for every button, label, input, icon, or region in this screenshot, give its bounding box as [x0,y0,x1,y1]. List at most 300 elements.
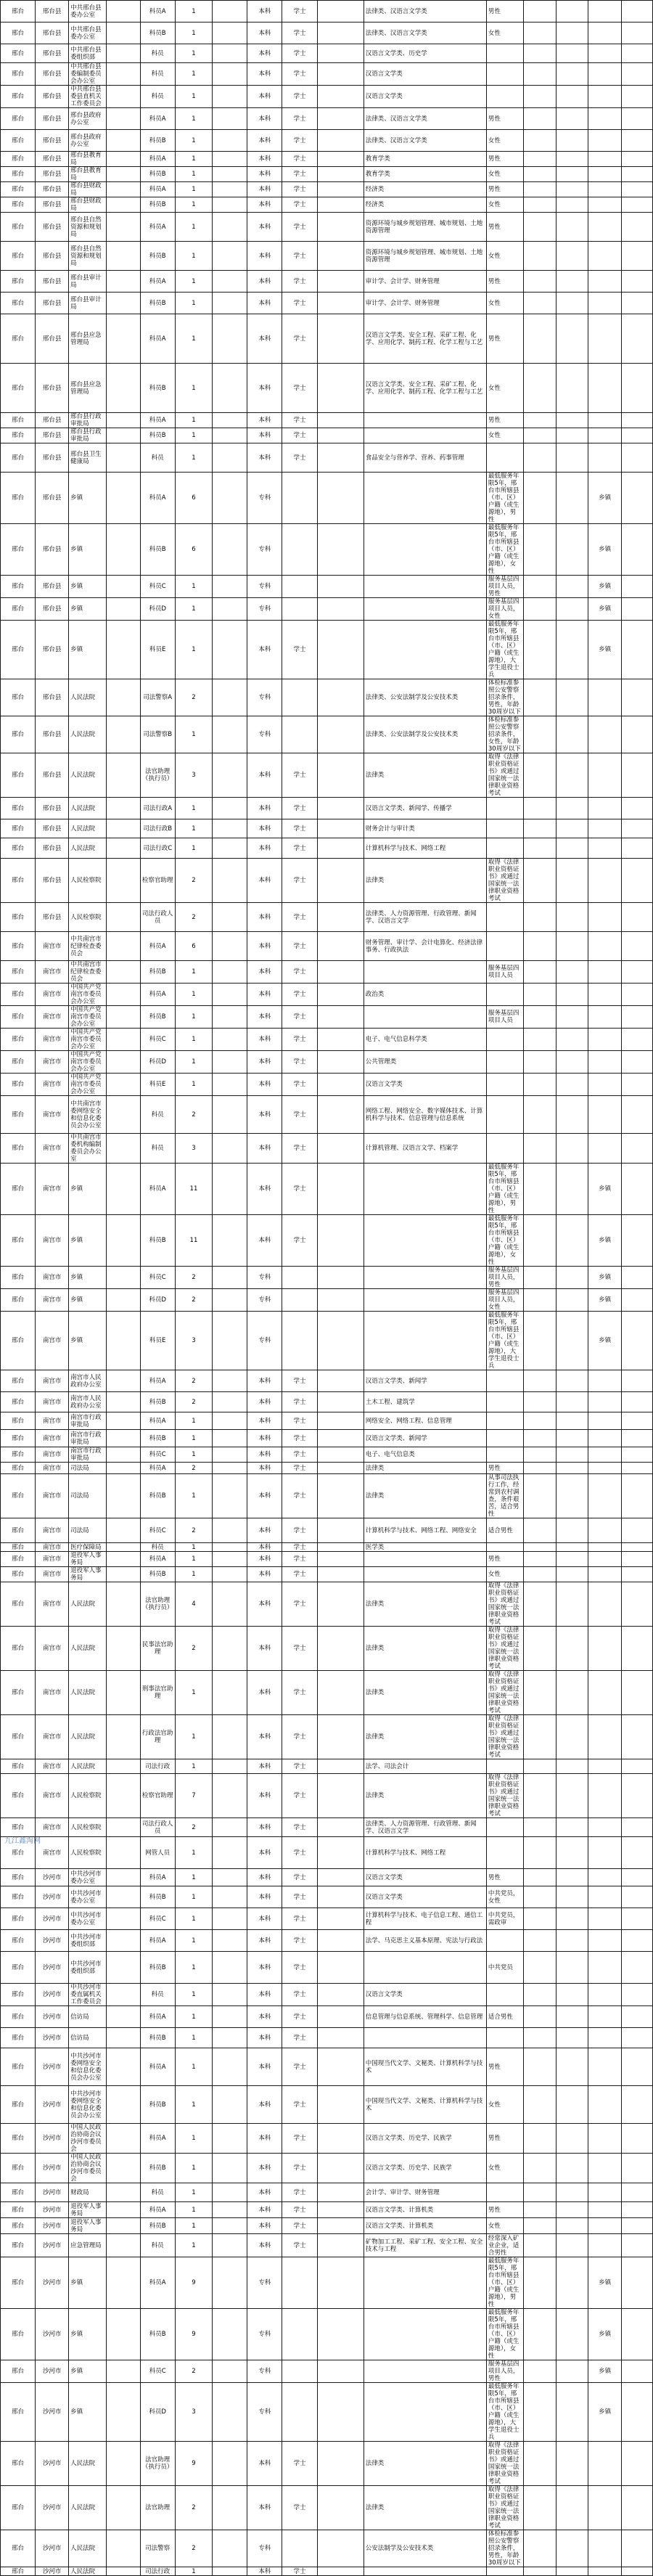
table-cell [106,152,140,167]
table-cell: 本科 [247,1543,282,1552]
table-cell: 本科 [247,413,282,428]
table-cell [524,2154,557,2183]
table-cell: 专科 [247,1267,282,1289]
table-cell [588,1908,622,1930]
table-cell [317,1412,364,1430]
table-cell: 南宫市 [36,1164,69,1215]
table-cell: 南宫市行政审批局 [69,1447,106,1463]
table-cell: 司法警察A [140,679,175,716]
table-row [1,984,653,1006]
table-cell: 科员D [140,1051,175,1074]
table-cell: 沙河市 [36,1908,69,1930]
table-cell: 科员A [140,152,175,167]
table-cell: 本科 [247,1051,282,1074]
table-row [1,1518,653,1543]
table-row [1,716,653,753]
table-cell: 科员B [140,2218,175,2234]
table-row [1,1,653,23]
table-cell: 中共沙河市委直属机关工作委员会 [69,1984,106,2006]
table-cell: 法官助理（执行员） [140,2442,175,2486]
table-cell [524,1952,557,1984]
table-cell: 2 [175,859,212,903]
table-cell: 3 [175,2383,212,2442]
table-cell [106,182,140,197]
table-cell: 科员B [140,1430,175,1447]
table-cell [364,1215,486,1267]
table-cell [364,473,486,524]
table-cell [622,2124,653,2154]
table-cell: 南宫市 [36,1029,69,1051]
table-cell [588,413,622,428]
table-cell [524,182,557,197]
table-cell [524,2486,557,2530]
table-cell [486,86,523,108]
table-cell [557,23,588,44]
table-cell: 南宫市 [36,932,69,961]
table-cell: 邢台 [1,1908,36,1930]
table-cell [557,621,588,679]
table-cell: 最低服务年限5年，邢台市所辖县（市、区）户籍（或生源地），女性 [486,524,523,576]
table-cell: 女性 [486,293,523,314]
table-cell [106,1818,140,1837]
table-cell [557,1215,588,1267]
table-cell: 本科 [247,903,282,932]
table-cell: 南宫市 [36,1215,69,1267]
table-cell: 1 [175,1412,212,1430]
table-cell: 科员C [140,1447,175,1463]
table-cell: 邢台 [1,182,36,197]
table-row [1,1051,653,1074]
table-cell: 法律类、汉语言文学类 [364,108,486,130]
table-cell: 1 [175,1952,212,1984]
table-cell: 2 [175,2530,212,2567]
table-cell: 南宫市人民政府办公室 [69,1392,106,1412]
table-cell: 邢台 [1,1215,36,1267]
table-cell: 邢台 [1,1463,36,1474]
table-cell [106,428,140,443]
table-cell: 科员B [140,130,175,152]
table-cell: 法律类 [364,2442,486,2486]
table-cell [524,1474,557,1518]
table-cell [557,1759,588,1774]
table-cell [524,1029,557,1051]
table-cell [282,576,317,598]
table-cell: 体检标准参照公安警察招录条件，男性，年龄30周岁以下 [486,2530,523,2567]
table-cell: 沙河市 [36,2028,69,2048]
table-cell [524,2183,557,2202]
table-cell: 南宫市 [36,1759,69,1774]
table-cell: 科员 [140,443,175,473]
table-cell [282,2530,317,2567]
table-cell: 科员E [140,1074,175,1096]
table-row [1,1134,653,1164]
table-row [1,798,653,819]
table-cell: 南宫市行政审批局 [69,1412,106,1430]
table-row [1,1430,653,1447]
table-cell: 科员A [140,1869,175,1886]
table-cell [486,1392,523,1412]
table-cell: 汉语言文学类、安全工程、采矿工程、化学、应用化学、制药工程、化学工程与工艺 [364,314,486,364]
table-cell: 汉语言文学类、计算机类 [364,2218,486,2234]
table-cell: 人民检察院 [69,1818,106,1837]
table-cell [317,621,364,679]
table-cell [213,1267,247,1289]
table-cell: 1 [175,413,212,428]
table-cell [317,1952,364,1984]
table-cell [557,1818,588,1837]
table-cell [557,2257,588,2309]
table-cell [282,1312,317,1370]
table-cell: 沙河市 [36,1984,69,2006]
table-cell: 本科 [247,2442,282,2486]
table-cell: 学士 [282,2234,317,2257]
table-cell: 沙河市 [36,2309,69,2360]
table-cell: 乡镇 [69,2383,106,2442]
table-cell: 科员A [140,2257,175,2309]
table-cell: 邢台 [1,984,36,1006]
table-cell [213,44,247,63]
table-cell: 南宫市 [36,1774,69,1818]
table-cell [486,2028,523,2048]
table-cell: 科员 [140,1134,175,1164]
table-cell: 邢台 [1,1006,36,1029]
table-cell: 1 [175,961,212,984]
table-cell [622,2383,653,2442]
table-row [1,819,653,838]
table-cell: 邢台县卫生健康局 [69,443,106,473]
table-cell [622,443,653,473]
table-cell [317,2257,364,2309]
table-cell [213,167,247,182]
table-cell: 科员 [140,1096,175,1134]
table-cell: 退役军人事务局 [69,2202,106,2218]
table-cell: 邢台 [1,524,36,576]
table-cell [282,1267,317,1289]
table-cell: 科员A [140,213,175,242]
table-cell [106,1930,140,1952]
table-cell: 法律类 [364,1671,486,1715]
table-cell [317,63,364,86]
table-cell [588,1759,622,1774]
table-cell: 1 [175,443,212,473]
table-cell [317,167,364,182]
table-cell [557,1567,588,1582]
table-cell: 2 [175,903,212,932]
table-cell: 南宫市 [36,961,69,984]
table-cell [557,1869,588,1886]
table-cell: 男性 [486,1552,523,1567]
table-cell [622,1215,653,1267]
table-cell: 邢台县 [36,524,69,576]
table-cell [524,130,557,152]
table-cell [213,2124,247,2154]
table-cell: 邢台县财政局 [69,197,106,213]
table-cell: 邢台县 [36,716,69,753]
table-cell: 邢台县 [36,838,69,859]
table-cell: 中共邢台县委组织部 [69,44,106,63]
table-cell: 中共沙河市委组织部 [69,1952,106,1984]
table-cell: 乡镇 [69,1215,106,1267]
table-cell: 邢台县 [36,903,69,932]
table-cell: 最低服务年限5年，邢台市所辖县（市、区）户籍（或生源地），女性 [486,2309,523,2360]
table-cell: 科员B [140,961,175,984]
table-cell [213,1886,247,1908]
table-cell [588,364,622,413]
table-cell: 专科 [247,473,282,524]
table-cell [557,524,588,576]
table-cell [317,1837,364,1869]
table-cell: 科员A [140,932,175,961]
table-cell: 中国共产党南宫市委员会办公室 [69,984,106,1006]
table-cell: 学士 [282,903,317,932]
table-cell [524,1430,557,1447]
table-cell: 本科 [247,1134,282,1164]
table-cell: 资源环境与城乡规划管理、城市规划、土地资源管理 [364,213,486,242]
table-cell [213,1837,247,1869]
table-cell: 邢台 [1,798,36,819]
table-row [1,1818,653,1837]
table-cell [622,1671,653,1715]
table-cell [317,1,364,23]
table-cell [213,1984,247,2006]
table-cell: 男性 [486,1463,523,1474]
table-cell [524,961,557,984]
table-cell [622,1,653,23]
table-cell: 科员B [140,1392,175,1412]
table-cell [317,598,364,621]
table-cell: 本科 [247,1908,282,1930]
table-cell: 1 [175,819,212,838]
table-cell: 人民法院 [69,1627,106,1671]
table-cell [588,1869,622,1886]
table-cell [106,44,140,63]
table-cell [106,621,140,679]
table-cell: 法律类、人力资源管理、行政管理、新闻学、汉语言文学 [364,903,486,932]
table-cell [557,2360,588,2383]
table-cell [588,182,622,197]
table-cell: 学士 [282,1671,317,1715]
table-row [1,2234,653,2257]
table-cell [524,2202,557,2218]
table-cell [213,2360,247,2383]
table-cell: 法律类、公安法制学及公安技术类 [364,716,486,753]
table-cell: 政治类 [364,984,486,1006]
table-cell [588,63,622,86]
table-cell [557,1774,588,1818]
table-cell [106,1518,140,1543]
table-cell: 学士 [282,1134,317,1164]
table-cell: 从事司法执行工作，经常到农村调查，条件艰苦，适合男性 [486,1474,523,1518]
table-cell [524,473,557,524]
table-cell [213,152,247,167]
table-cell [106,1215,140,1267]
table-cell: 1 [175,1930,212,1952]
table-cell [622,1074,653,1096]
table-cell [317,130,364,152]
table-cell [282,2360,317,2383]
table-cell [588,1543,622,1552]
table-cell: 科员 [140,1984,175,2006]
table-cell: 邢台 [1,1759,36,1774]
table-cell: 汉语言文学类、历史学 [364,44,486,63]
table-cell: 邢台县 [36,182,69,197]
table-cell: 本科 [247,1518,282,1543]
table-cell: 科员 [140,63,175,86]
table-cell: 中国共产党南宫市委员会办公室 [69,1006,106,1029]
table-cell [317,2234,364,2257]
table-cell [106,2006,140,2028]
table-cell: 1 [175,2183,212,2202]
table-cell [317,1312,364,1370]
table-cell: 最低服务年限5年，邢台市所辖县（市、区）户籍（或生源地），大学生退役士兵 [486,2383,523,2442]
table-cell [317,1392,364,1412]
table-cell [588,1518,622,1543]
table-cell [282,2383,317,2442]
table-cell [524,2257,557,2309]
table-cell: 取得《法律职业资格证书》或通过国家统一法律职业资格考试 [486,753,523,798]
table-cell: 邢台 [1,197,36,213]
table-cell: 南宫市 [36,1370,69,1392]
table-cell [622,1518,653,1543]
table-cell [557,443,588,473]
table-cell [557,798,588,819]
table-cell: 本科 [247,798,282,819]
table-cell [106,2567,140,2576]
table-cell: 乡镇 [69,598,106,621]
table-cell [524,1818,557,1837]
table-cell [557,838,588,859]
table-cell [557,1,588,23]
table-cell [106,1370,140,1392]
table-cell: 邢台县 [36,798,69,819]
table-cell: 女性 [486,364,523,413]
table-cell: 科员B [140,242,175,271]
table-cell: 体检标准参照公安警察招录条件，男性，年龄30周岁以下 [486,679,523,716]
table-cell: 邢台县财政局 [69,182,106,197]
table-cell [486,1430,523,1447]
table-cell: 邢台 [1,1567,36,1582]
table-cell: 司法行政B [140,819,175,838]
table-cell: 科员B [140,2154,175,2183]
table-cell [524,1392,557,1412]
table-cell: 1 [175,182,212,197]
table-cell [106,2442,140,2486]
table-cell [213,2048,247,2086]
table-cell [317,903,364,932]
table-cell: 南宫市 [36,1818,69,1837]
table-cell: 沙河市 [36,2124,69,2154]
table-cell: 邢台 [1,1886,36,1908]
table-cell: 人民检察院 [69,1774,106,1818]
table-cell [364,1289,486,1312]
table-cell: 邢台 [1,1164,36,1215]
table-cell: 男性 [486,314,523,364]
table-cell: 司法局 [69,1463,106,1474]
table-cell [106,1759,140,1774]
table-cell: 南宫市 [36,1392,69,1412]
table-cell: 学士 [282,23,317,44]
table-cell [622,2202,653,2218]
table-cell [364,1567,486,1582]
table-cell [557,1582,588,1627]
table-cell: 学士 [282,1,317,23]
table-cell: 汉语言文学类、新闻学、传播学 [364,798,486,819]
table-cell: 法律类、汉语言文学类 [364,23,486,44]
table-cell: 法律类、汉语言文学类 [364,130,486,152]
table-cell: 学士 [282,1715,317,1759]
table-cell: 邢台 [1,859,36,903]
table-row [1,2442,653,2486]
table-cell: 1 [175,2124,212,2154]
table-cell [213,130,247,152]
table-cell [106,1567,140,1582]
table-cell: 乡镇 [588,524,622,576]
table-cell: 邢台 [1,2309,36,2360]
table-cell [622,932,653,961]
table-cell: 本科 [247,621,282,679]
table-cell [622,428,653,443]
table-cell: 电子、电气信息类 [364,1447,486,1463]
table-cell: 矿物加工工程、采矿工程、安全工程、安全技术与工程 [364,2234,486,2257]
table-cell [317,1908,364,1930]
table-cell: 科员D [140,598,175,621]
table-row [1,1869,653,1886]
table-cell [106,2257,140,2309]
table-cell [622,1134,653,1164]
table-cell: 电子、电气信息科学类 [364,1029,486,1051]
table-cell: 1 [175,2086,212,2124]
table-cell [106,1312,140,1370]
table-cell: 1 [175,1886,212,1908]
table-cell: 最低服务年限5年，邢台市所辖县（市、区）户籍（或生源地），男性 [486,473,523,524]
table-cell: 乡镇 [69,473,106,524]
table-cell: 邢台 [1,1543,36,1552]
table-cell [557,1952,588,1984]
table-cell [524,63,557,86]
table-cell: 本科 [247,1837,282,1869]
table-cell: 信访局 [69,2006,106,2028]
table-cell: 科员B [140,1006,175,1029]
table-cell [622,213,653,242]
table-cell: 中国现当代文学、文秘类、计算机科学与技术 [364,2086,486,2124]
table-cell [588,1715,622,1759]
table-cell: 专科 [247,2383,282,2442]
table-cell [622,86,653,108]
table-cell: 本科 [247,1006,282,1029]
table-cell [106,2202,140,2218]
table-cell: 审计学、会计学、财务管理 [364,271,486,293]
table-cell [557,242,588,271]
table-cell [557,44,588,63]
table-cell: 南宫市 [36,1837,69,1869]
table-cell [557,1552,588,1567]
table-cell: 邢台 [1,2048,36,2086]
table-cell: 邢台 [1,1430,36,1447]
table-cell: 邢台 [1,2360,36,2383]
table-cell [282,716,317,753]
table-cell: 学士 [282,819,317,838]
table-cell: 本科 [247,2218,282,2234]
table-cell [557,679,588,716]
table-cell: 邢台 [1,2218,36,2234]
table-cell: 邢台 [1,1627,36,1671]
table-cell [524,1134,557,1164]
table-cell [106,2183,140,2202]
table-cell [317,819,364,838]
table-cell: 计算机科学与技术、网络工程、网络安全 [364,1518,486,1543]
table-cell: 邢台 [1,2486,36,2530]
table-cell: 学士 [282,197,317,213]
